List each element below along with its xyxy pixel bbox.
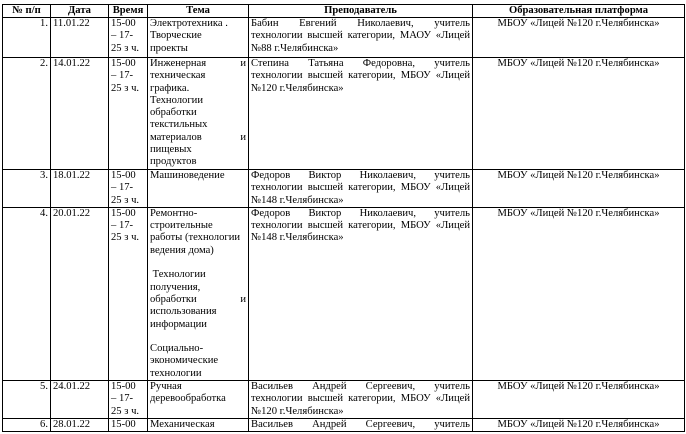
teacher-line: №148 г.Челябинска» <box>251 194 344 206</box>
row-number: 1. <box>3 18 51 58</box>
row-platform: МБОУ «Лицей №120 г.Челябинска» <box>473 170 685 208</box>
topic-line: материалов и <box>150 131 246 143</box>
row-time <box>109 58 148 170</box>
row-date: 28.01.22 <box>51 418 109 431</box>
row-platform: МБОУ «Лицей №120 г.Челябинска» <box>473 381 685 419</box>
teacher-line: Федоров Виктор Николаевич, учитель <box>251 170 470 181</box>
topic-line: ведения дома) <box>150 244 214 256</box>
header-teacher: Преподаватель <box>249 5 473 18</box>
teacher-line: №88 г.Челябинска» <box>251 42 339 54</box>
row-time <box>109 18 148 58</box>
teacher-line: №148 г.Челябинска» <box>251 232 344 244</box>
row-date: 11.01.22 <box>51 18 109 58</box>
topic-line: Технологии <box>150 269 206 281</box>
table-row <box>3 18 685 58</box>
topic-line: деревообработка <box>150 393 226 405</box>
row-number: 4. <box>3 207 51 380</box>
row-number: 6. <box>3 418 51 431</box>
teacher-line: технологии высшей категории, МАОУ «Лицей <box>251 30 470 42</box>
row-topic <box>148 418 249 431</box>
row-topic <box>148 381 249 419</box>
row-topic <box>148 58 249 170</box>
table-row <box>3 418 685 431</box>
topic-line: обработки <box>150 107 197 119</box>
topic-line: техническая <box>150 70 206 82</box>
time-line: 25 з ч. <box>111 42 140 54</box>
row-number: 5. <box>3 381 51 419</box>
topic-line: экономические <box>150 355 219 367</box>
row-date: 20.01.22 <box>51 207 109 380</box>
row-topic <box>148 18 249 58</box>
row-platform: МБОУ «Лицей №120 г.Челябинска» <box>473 58 685 170</box>
row-date: 14.01.22 <box>51 58 109 170</box>
row-platform: МБОУ «Лицей №120 г.Челябинска» <box>473 18 685 58</box>
row-date: 18.01.22 <box>51 170 109 208</box>
topic-line: Машиноведение <box>150 170 225 181</box>
row-number: 2. <box>3 58 51 170</box>
topic-line: получения, <box>150 281 201 293</box>
header-topic: Тема <box>148 5 249 18</box>
time-line: – 17- <box>111 393 134 405</box>
header-date: Дата <box>51 5 109 18</box>
topic-line: проекты <box>150 42 188 54</box>
topic-line: обработки и <box>150 293 246 305</box>
time-line: 25 з ч. <box>111 405 140 417</box>
row-teacher <box>249 207 473 380</box>
time-line: – 17- <box>111 30 134 42</box>
header-num: № п/п <box>3 5 51 18</box>
topic-line: технологии <box>150 367 202 379</box>
table-row <box>3 381 685 419</box>
table-row <box>3 58 685 170</box>
time-line: 25 з ч. <box>111 194 140 206</box>
topic-line: Инженерная и <box>150 58 246 69</box>
topic-line: Социально- <box>150 343 204 355</box>
topic-line: использования <box>150 306 217 318</box>
row-teacher <box>249 170 473 208</box>
teacher-line: №120 г.Челябинска» <box>251 405 344 417</box>
topic-line: пищевых <box>150 144 192 156</box>
topic-line: работы (технологии <box>150 232 241 244</box>
row-date: 24.01.22 <box>51 381 109 419</box>
header-row <box>3 5 685 18</box>
teacher-line: Степина Татьяна Федоровна, учитель <box>251 58 470 69</box>
topic-line: текстильных <box>150 119 208 131</box>
topic-line: строительные <box>150 220 213 232</box>
topic-line: Творческие <box>150 30 202 42</box>
teacher-line: технологии высшей категории, МБОУ «Лицей <box>251 220 470 232</box>
row-teacher <box>249 18 473 58</box>
topic-line: продуктов <box>150 156 197 168</box>
row-time <box>109 170 148 208</box>
time-line: – 17- <box>111 220 134 232</box>
header-time: Время <box>109 5 148 18</box>
row-time <box>109 381 148 419</box>
row-number: 3. <box>3 170 51 208</box>
topic-line: Ремонтно- <box>150 207 198 219</box>
row-teacher <box>249 58 473 170</box>
row-topic <box>148 207 249 380</box>
document-page <box>2 4 685 432</box>
spacer <box>150 331 246 343</box>
row-platform: МБОУ «Лицей №120 г.Челябинска» <box>473 418 685 431</box>
table-row <box>3 170 685 208</box>
topic-line: Ручная <box>150 381 182 393</box>
teacher-line: №120 г.Челябинска» <box>251 82 344 94</box>
time-line: 15-00 <box>111 418 136 430</box>
topic-line: Электротехника . <box>150 18 228 29</box>
schedule-table <box>2 4 685 432</box>
teacher-line: технологии высшей категории, МБОУ «Лицей <box>251 182 470 194</box>
row-teacher <box>249 381 473 419</box>
row-platform: МБОУ «Лицей №120 г.Челябинска» <box>473 207 685 380</box>
table-row <box>3 207 685 380</box>
row-time <box>109 418 148 431</box>
teacher-line: технологии высшей категории, МБОУ «Лицей <box>251 393 470 405</box>
time-line: – 17- <box>111 70 134 82</box>
time-line: 25 з ч. <box>111 82 140 94</box>
time-line: 15-00 <box>111 18 136 29</box>
topic-line: Технологии <box>150 94 204 106</box>
time-line: 15-00 <box>111 381 136 393</box>
row-teacher <box>249 418 473 431</box>
topic-line: графика. <box>150 82 190 94</box>
time-line: 15-00 <box>111 207 136 219</box>
teacher-line: технологии высшей категории, МБОУ «Лицей <box>251 70 470 82</box>
header-platform: Образовательная платформа <box>473 5 685 18</box>
row-topic <box>148 170 249 208</box>
teacher-line: Васильев Андрей Сергеевич, учитель <box>251 381 470 393</box>
time-line: 15-00 <box>111 170 136 181</box>
row-time <box>109 207 148 380</box>
teacher-line: Васильев Андрей Сергеевич, учитель <box>251 418 470 430</box>
teacher-line: Федоров Виктор Николаевич, учитель <box>251 207 470 219</box>
topic-line: информации <box>150 318 207 330</box>
topic-line: Механическая <box>150 418 215 430</box>
spacer <box>150 257 246 269</box>
time-line: 15-00 <box>111 58 136 69</box>
time-line: – 17- <box>111 182 134 194</box>
teacher-line: Бабин Евгений Николаевич, учитель <box>251 18 470 29</box>
time-line: 25 з ч. <box>111 232 140 244</box>
